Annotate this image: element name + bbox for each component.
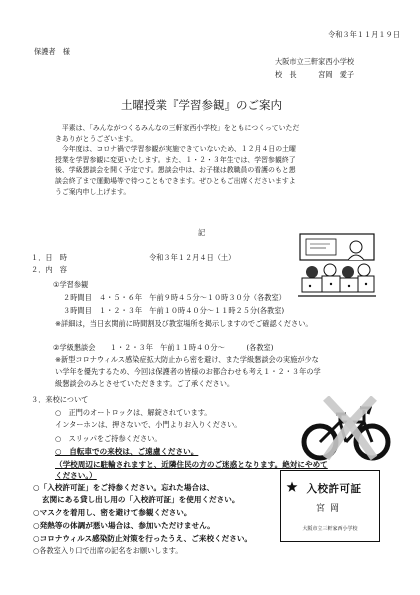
intro-line: 授業を学習参観に変更いたします。また、１・２・３年生では、学習参観終了 <box>55 155 296 164</box>
kondan-note: 級懇談会のみとさせていただきます。ご了承ください。 <box>55 379 235 388</box>
classroom-illustration <box>298 232 376 304</box>
visit-line: ○ 正門のオートロックは、解錠されています。 <box>55 408 212 417</box>
page-title: 土曜授業『学習参観』のご案内 <box>121 98 282 112</box>
intro-paragraph <box>55 123 299 197</box>
intro-line: 今年度は、コロナ禍で学習参観が実施できていないため、１２月４日の土曜 <box>55 145 296 154</box>
visit-line-permit: 玄関にある貸し出し用の「入校許可証」を使用ください。 <box>42 495 240 504</box>
visit-line-warning: （学校周辺に駐輪されますと、近隣住民の方のご迷惑となります。絶対にやめて <box>55 460 328 469</box>
visit-line-warning: ください。） <box>55 471 97 480</box>
visit-line-bicycle: ○ 自転車での来校は、ご遠慮ください。 <box>55 447 199 456</box>
intro-line: きありがとうございます。 <box>55 134 138 143</box>
visit-line-fever: ○発熱等の体調が悪い場合は、参加いただけません。 <box>33 521 215 530</box>
permit-school: 大阪市立三軒家西小学校 <box>302 526 358 532</box>
sankan-note: ※詳細は，当日玄関前に時間割及び教室場所を掲示しますのでご確認ください。 <box>55 319 313 328</box>
visit-line: ○ スリッパをご持参ください。 <box>55 434 162 443</box>
visit-line-sign: ○各教室入り口で出席の記名をお願いします。 <box>33 546 183 555</box>
visit-line-covid: ○コロナウィルス感染防止対策を行ったうえ、ご来校ください。 <box>33 534 253 543</box>
kondan-note: ※新型コロナウィルス感染症拡大防止から密を避け、また学級懇談会の実施が少な <box>55 355 319 364</box>
ki-heading: 記 <box>198 228 206 237</box>
visit-line: インターホンは、押さないで、小門よりお入りください。 <box>55 420 242 429</box>
item-date-label: １．日 時 <box>31 253 67 262</box>
item-date-value: 令和３年１２月４日（土） <box>149 253 236 262</box>
kondan-label: ②学級懇談会 １・２・３年 午前１１時４０分～ (各教室) <box>53 343 274 352</box>
entry-permit-card <box>280 470 380 542</box>
item-visit-label: ３．来校について <box>31 395 89 404</box>
intro-line: うご案内申し上げます。 <box>55 187 131 196</box>
sender-principal: 校 長 宮岡 愛子 <box>275 70 355 79</box>
sankan-label: ①学習参観 <box>53 280 89 289</box>
kondan-note: い学年を優先するため、今回は保護者の皆様のお都合わせも考え１・２・３年の学 <box>55 367 321 376</box>
sankan-row-2: ３時間目 １・２・３年 午前１０時４０分～１１時２５分(各教室) <box>63 306 285 315</box>
item-content-label: ２．内 容 <box>31 265 67 274</box>
intro-line: 談会終了まで運動場等で待つこともできます。ぜひともご出席くださいますよ <box>55 176 296 185</box>
document-date: 令和３年１１月１９日 <box>328 30 400 39</box>
visit-line-mask: ○マスクを着用し、密を避けて参観ください。 <box>33 508 192 517</box>
intro-line: 平素は、「みんながつくるみんなの三軒家西小学校」をともにつくっていただ <box>55 124 300 132</box>
intro-line: 後、学級懇談会を開く予定です。懇談会中は、お子様は教職員の看護のもと懇 <box>55 166 296 175</box>
permit-title: 入校許可証 <box>306 483 362 495</box>
bicycle-prohibited-icon <box>300 396 392 464</box>
permit-name: 宮岡 <box>315 504 344 514</box>
visit-line-permit: ○「入校許可証」をご持参ください。忘れた場合は、 <box>33 483 215 492</box>
sankan-row-1: ２時間目 ４・５・６年 午前９時４５分～１０時３０分（各教室） <box>63 293 286 302</box>
sender-school: 大阪市立三軒家西小学校 <box>275 57 355 66</box>
addressee: 保護者 様 <box>34 47 70 56</box>
